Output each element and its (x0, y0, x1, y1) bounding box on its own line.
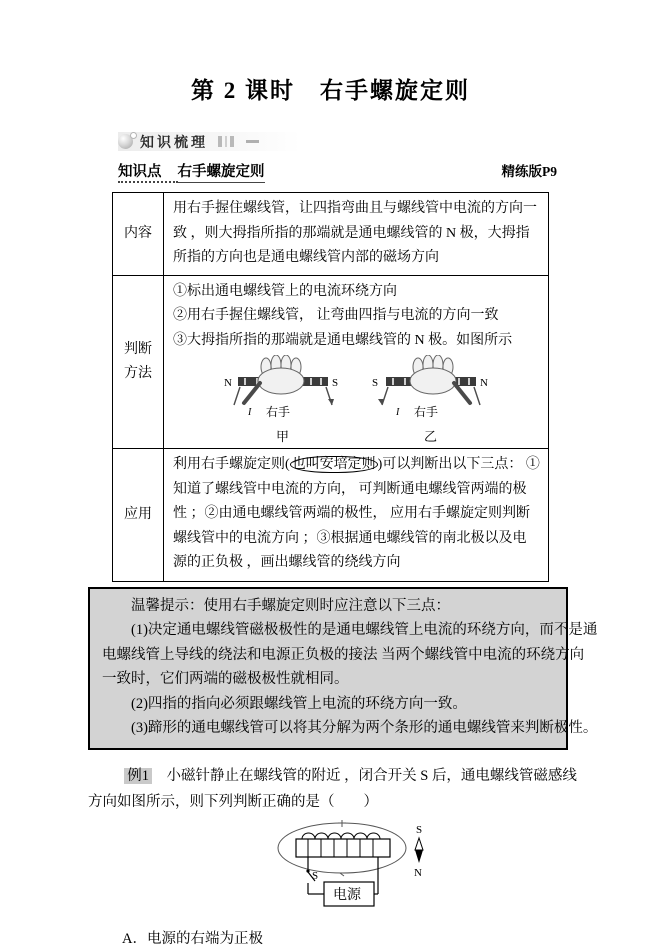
tips-line: (3)蹄形的通电螺线管可以将其分解为两个条形的通电螺线管来判断极性。 (131, 720, 598, 736)
switch-label: S (312, 869, 319, 882)
row-content (164, 448, 549, 581)
hand-label: 右手 (413, 405, 438, 419)
compass-s-label: S (416, 823, 423, 836)
row-label-text: 应用 (124, 506, 152, 522)
pole-label-left: N (223, 377, 232, 389)
example-badge: 例1 (124, 768, 152, 784)
section-header (118, 132, 333, 151)
option-a: A．电源的右端为正极 (122, 930, 263, 947)
row-content (164, 275, 549, 448)
method-step-3: ③大拇指所指的那端就是通电螺线管的 N 极。如图所示 (173, 332, 513, 348)
page-title: 第 2 课时 右手螺旋定则 (191, 78, 470, 103)
knowledge-table (112, 192, 549, 582)
hand-caption-right: 乙 (423, 428, 437, 444)
row-label (113, 193, 164, 276)
pole-label-right: S (331, 377, 338, 389)
hand-figure-right (370, 355, 492, 444)
tips-line: (2)四指的指向必须跟螺线管上电流的环绕方向一致。 (131, 695, 467, 712)
compass-n-label: N (414, 866, 422, 879)
tips-line: 一致时，它们两端的磁极极性就相同。 (102, 671, 349, 687)
ampere-rule-oval: 也叫安培定则 (291, 457, 376, 473)
table-row-method (113, 275, 549, 448)
row-label (113, 448, 164, 581)
example-paragraph (88, 763, 577, 815)
table-row-content (113, 193, 549, 276)
method-step-2: ②用右手握住螺线管， 让弯曲四指与电流的方向一致 (173, 308, 499, 323)
current-label: I (395, 407, 399, 418)
knowledge-point-label: 知识点 (118, 164, 178, 183)
section-header-label: 知识梳理 (140, 133, 208, 150)
current-label: I (247, 407, 251, 418)
tips-box (88, 587, 598, 750)
hand-figures (173, 355, 540, 444)
hand-figure-left (222, 355, 344, 444)
row-label-text: 判断方法 (124, 341, 152, 381)
application-text-prefix: 利用右手螺旋定则( (173, 457, 290, 473)
pole-label-right: N (479, 377, 488, 389)
right-hand-rule-diagram-right (370, 355, 492, 419)
knowledge-point-line (118, 160, 557, 181)
hand-label: 右手 (265, 405, 290, 419)
tips-line: 电螺线管上导线的绕法和电源正负极的接法 当两个螺线管中电流的环绕方向 (102, 646, 585, 663)
row-label (113, 275, 164, 448)
decor-bars-icon (218, 136, 237, 147)
row-label-text: 内容 (124, 225, 152, 241)
knowledge-point-name: 右手螺旋定则 (178, 164, 265, 183)
decor-dash-icon (246, 140, 259, 143)
example-text: 小磁针静止在螺线管的附近 ，闭合开关 S 后，通电螺线管磁感线方向如图所示，则下列判断正确的是（ ） (88, 767, 577, 810)
table-row-application (113, 448, 549, 581)
pole-label-left: S (371, 377, 378, 389)
solenoid-figure (258, 819, 443, 916)
knowledge-point (118, 160, 265, 181)
tips-line: (1)决定通电螺线管磁极极性的是通电螺线管上电流的环绕方向，而不是通 (131, 622, 598, 638)
right-hand-rule-diagram-left (222, 355, 344, 419)
row-content: 用右手握住螺线管，让四指弯曲且与螺线管中电流的方向一致 ，则大拇指所指的那端就是通电螺线管的 N 极，大拇指所指的方向也是通电螺线管内部的磁场方向 (164, 193, 549, 276)
sphere-icon (118, 134, 133, 149)
tips-line: 温馨提示：使用右手螺旋定则时应注意以下三点： (131, 597, 450, 614)
power-supply-label: 电源 (333, 887, 361, 903)
solenoid-circuit-diagram (258, 819, 443, 911)
edition-ref: 精练版P9 (501, 164, 557, 179)
method-step-1: ①标出通电螺线管上的电流环绕方向 (173, 283, 397, 299)
hand-caption-left: 甲 (275, 428, 289, 444)
application-text-suffix: )可以判断出以下三点： ①知道了螺线管中电流的方向， 可判断通电螺线管两端的极性 ；②由通电螺线管两端的极性， 应用右手螺旋定则判断螺线管中的电流方向 ；③根据通电螺线管的南北极以及电源的正负极 ，画出螺线管的绕线方向 (173, 457, 540, 571)
